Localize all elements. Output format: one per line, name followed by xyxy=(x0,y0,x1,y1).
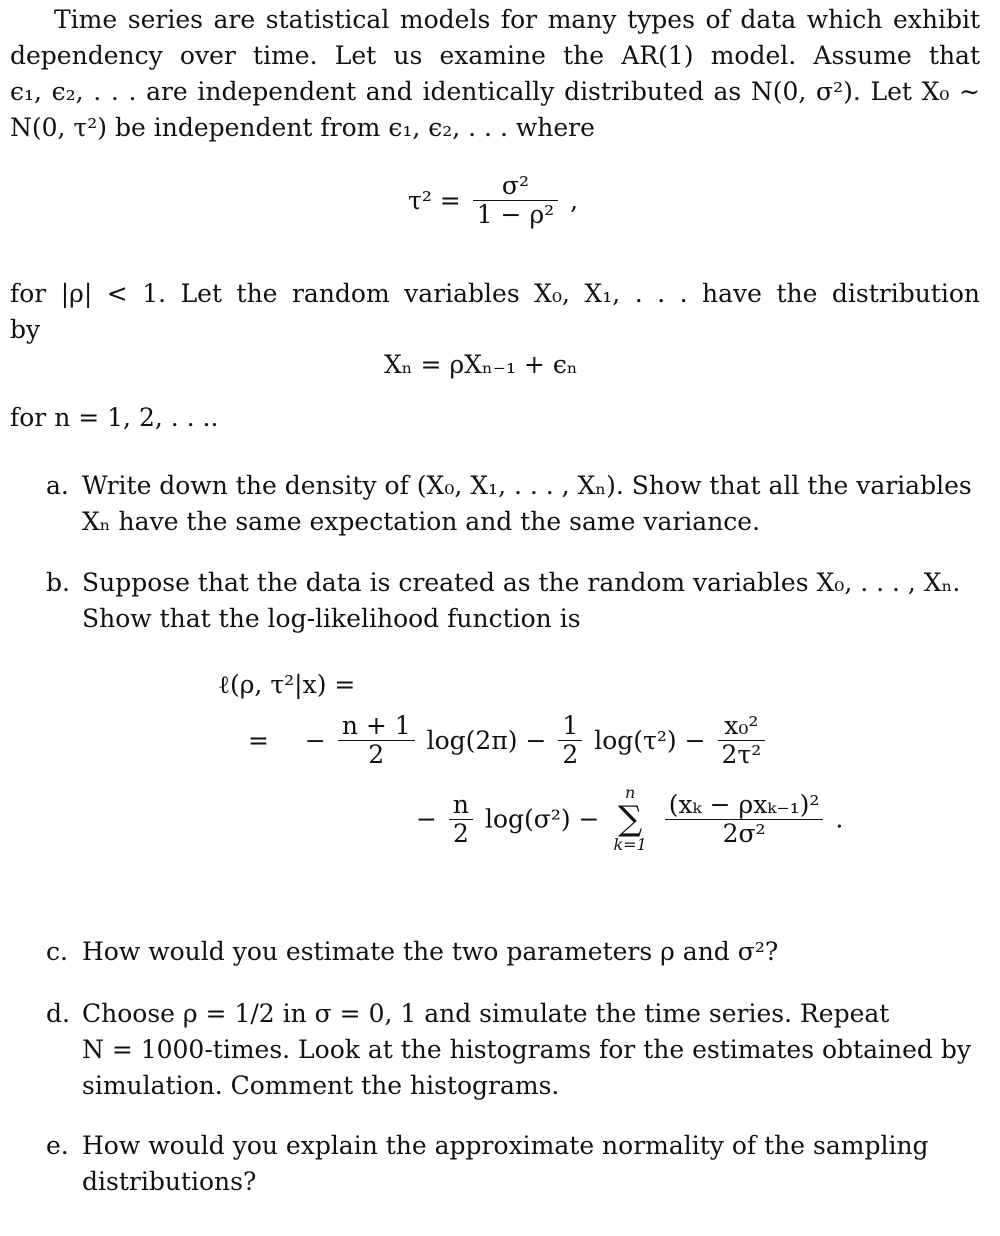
sum-upper-limit: n xyxy=(624,783,636,802)
frac-4-den: 2 xyxy=(449,819,473,848)
item-c xyxy=(46,934,980,970)
frac-x0sq-over-2tau2 xyxy=(718,712,766,769)
item-b-line-1: Suppose that the data is created as the random variables X₀, . . . , Xₙ. xyxy=(82,568,961,597)
item-b xyxy=(46,565,980,637)
frac-residual-over-2sigma2 xyxy=(665,791,824,848)
item-e-line-1: How would you explain the approximate normality of the sampling xyxy=(82,1131,929,1160)
item-c-label: c. xyxy=(46,937,68,966)
item-e-body xyxy=(82,1128,980,1236)
frac-2-den: 2 xyxy=(558,740,582,769)
item-d-line-3: simulation. Comment the histograms. xyxy=(82,1071,560,1100)
frac-3-num: x₀² xyxy=(724,711,759,740)
item-d-line-1: Choose ρ = 1/2 in σ = 0, 1 and simulate the time series. Repeat xyxy=(82,999,890,1028)
item-b-line-2: Show that the log-likelihood function is xyxy=(82,604,581,633)
sum-symbol: ∑ xyxy=(617,799,643,839)
item-a-line-2: Xₙ have the same expectation and the same variance. xyxy=(82,507,761,536)
item-d-line-2: N = 1000-times. Look at the histograms for the estimates obtained by xyxy=(82,1035,971,1064)
item-d xyxy=(46,996,980,1104)
tau-fraction xyxy=(473,172,558,229)
frac-5-den: 2σ² xyxy=(665,819,824,848)
frac-n-plus-1-over-2 xyxy=(338,712,415,769)
mid-line-2: by xyxy=(10,315,41,344)
loglik-lhs: ℓ(ρ, τ²|x) = xyxy=(218,670,356,699)
for-n-line: for n = 1, 2, . . .. xyxy=(10,403,219,432)
ar-equation: Xₙ = ρXₙ₋₁ + ϵₙ xyxy=(384,350,578,379)
frac-1-num: n + 1 xyxy=(341,711,411,740)
intro-line-4: N(0, τ²) be independent from ϵ₁, ϵ₂, . . . where xyxy=(10,113,595,142)
tau-tail: , xyxy=(570,186,579,215)
frac-1-over-2 xyxy=(558,712,582,769)
frac-1-den: 2 xyxy=(338,740,415,769)
intro-line-2: dependency over time. Let us examine the AR(1) model. Assume that xyxy=(10,41,980,70)
item-d-body xyxy=(82,996,980,1140)
intro-line-3: ϵ₁, ϵ₂, . . . are independent and identically distributed as N(0, σ²). Let X₀ ∼ xyxy=(10,77,980,106)
tau-lhs: τ² = xyxy=(408,186,461,215)
item-b-body xyxy=(82,565,980,673)
item-b-label: b. xyxy=(46,568,70,597)
loglik-log-tau2: log(τ²) − xyxy=(594,726,706,755)
intro-line-1: Time series are statistical models for many types of data which exhibit xyxy=(54,5,980,34)
mid-line-1: for |ρ| < 1. Let the random variables X₀, X₁, . . . have the distribution xyxy=(10,279,980,308)
tau-fraction-den: 1 − ρ² xyxy=(473,200,558,229)
loglik-log-2pi: log(2π) − xyxy=(426,726,547,755)
tau-equation xyxy=(408,172,578,229)
loglik-row-2 xyxy=(416,784,843,854)
frac-3-den: 2τ² xyxy=(718,740,766,769)
loglik-minus-2: − xyxy=(416,804,437,834)
item-a xyxy=(46,468,980,540)
item-d-label: d. xyxy=(46,999,70,1028)
loglik-log-sigma2: log(σ²) − xyxy=(484,804,600,834)
item-a-body xyxy=(82,468,980,576)
item-c-line-1: How would you estimate the two parameters ρ and σ²? xyxy=(82,937,779,966)
tau-fraction-num: σ² xyxy=(501,171,529,200)
frac-2-num: 1 xyxy=(562,711,579,740)
frac-n-over-2 xyxy=(449,791,473,848)
loglik-row-1 xyxy=(248,712,769,769)
frac-4-num: n xyxy=(452,789,470,819)
sum-lower-limit: k=1 xyxy=(613,835,647,854)
item-a-line-1: Write down the density of (X₀, X₁, . . . , Xₙ). Show that all the variables xyxy=(82,471,972,500)
loglik-eqsign: = xyxy=(248,726,269,755)
loglik-end: . xyxy=(835,804,844,834)
item-e-line-2: distributions? xyxy=(82,1167,257,1196)
frac-5-num: (xₖ − ρxₖ₋₁)² xyxy=(668,789,820,819)
item-a-label: a. xyxy=(46,471,69,500)
item-e-label: e. xyxy=(46,1131,69,1160)
item-e xyxy=(46,1128,980,1200)
summation xyxy=(613,784,646,854)
loglik-minus-1: − xyxy=(304,726,326,755)
